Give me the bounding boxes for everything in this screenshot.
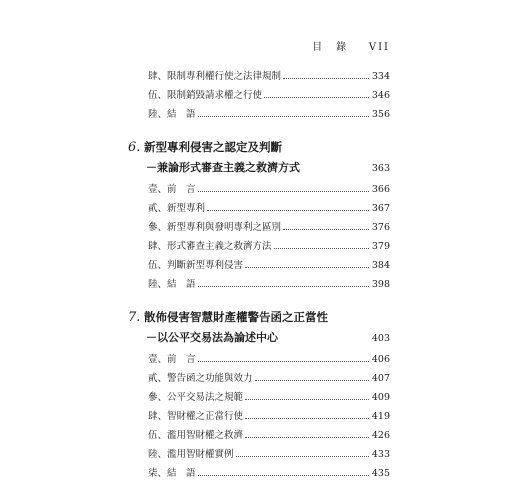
toc-entry[interactable] <box>130 219 390 238</box>
toc-entry-label: 伍、濫用智財權之救濟 <box>148 430 244 441</box>
toc-entry-page: 334 <box>371 71 390 82</box>
dot-leader <box>198 191 369 192</box>
toc-entry-page: 384 <box>371 260 390 271</box>
dot-leader <box>198 361 369 362</box>
toc-entry-page: 433 <box>371 449 390 460</box>
chapter-number: 7. <box>128 310 141 325</box>
toc-entry-label: 壹、前 言 <box>148 354 196 365</box>
toc-entry-page: 376 <box>371 222 390 233</box>
toc-entry[interactable] <box>130 351 390 370</box>
toc-entry[interactable] <box>130 106 390 125</box>
chapter-subtitle: －以公平交易法為論述中心 <box>146 331 278 344</box>
toc-entry-label: 陸、結 語 <box>148 279 196 290</box>
chapter-6 <box>130 139 390 295</box>
toc-entry-label: 伍、限制銷毀請求權之行使 <box>148 90 263 101</box>
chapter-subtitle-row[interactable] <box>130 159 390 181</box>
toc-entry[interactable] <box>130 68 390 87</box>
dot-leader <box>264 97 369 98</box>
toc-entry-page: 346 <box>371 90 390 101</box>
toc-entry-label: 參、新型專利與發明專利之區別 <box>148 222 282 233</box>
running-header-page: VII <box>368 42 390 53</box>
toc-entry-label: 參、公平交易法之規範 <box>148 392 244 403</box>
dot-leader <box>274 248 369 249</box>
dot-leader <box>283 229 369 230</box>
toc-entry[interactable] <box>130 446 390 465</box>
chapter-page: 403 <box>371 333 390 344</box>
running-header <box>312 38 390 53</box>
toc-entry-page: 356 <box>371 109 390 120</box>
running-header-title: 目 錄 <box>312 42 349 53</box>
dot-leader <box>198 475 369 476</box>
toc-entry[interactable] <box>130 200 390 219</box>
dot-leader <box>198 286 369 287</box>
dot-leader <box>255 380 369 381</box>
toc-entry-page: 406 <box>371 354 390 365</box>
toc-entry[interactable] <box>130 276 390 295</box>
toc-entry-label: 肆、智財權之正當行使 <box>148 411 244 422</box>
chapter-heading[interactable] <box>130 139 390 159</box>
toc-entry-label: 貳、警告函之功能與效力 <box>148 373 253 384</box>
toc-entry-page: 407 <box>371 373 390 384</box>
chapter-heading[interactable] <box>130 309 390 329</box>
toc-entry[interactable] <box>130 427 390 446</box>
dot-leader <box>236 456 369 457</box>
toc-entry-label: 柒、結 語 <box>148 468 196 479</box>
toc-entry-label: 肆、限制專利權行使之法律規制 <box>148 71 282 82</box>
chapter-number: 6. <box>128 140 141 155</box>
toc-entry[interactable] <box>130 257 390 276</box>
toc-entry-label: 陸、濫用智財權實例 <box>148 449 234 460</box>
dot-leader <box>283 78 369 79</box>
dot-leader <box>245 267 369 268</box>
dot-leader <box>198 116 369 117</box>
chapter-subtitle: －兼論形式審查主義之救濟方式 <box>146 161 300 174</box>
chapter-7 <box>130 309 390 484</box>
toc-entry[interactable] <box>130 408 390 427</box>
table-of-contents <box>130 68 390 484</box>
toc-entry-page: 409 <box>371 392 390 403</box>
toc-entry[interactable] <box>130 389 390 408</box>
toc-entry-page: 366 <box>371 184 390 195</box>
previous-chapter-entries <box>130 68 390 125</box>
toc-entry-label: 陸、結 語 <box>148 109 196 120</box>
chapter-page: 363 <box>371 163 390 174</box>
toc-entry-label: 貳、新型專利 <box>148 203 206 214</box>
chapter-title: 散佈侵害智慧財產權警告函之正當性 <box>144 310 328 324</box>
toc-entry-label: 伍、判斷新型專利侵害 <box>148 260 244 271</box>
toc-entry[interactable] <box>130 465 390 484</box>
toc-entry-page: 426 <box>371 430 390 441</box>
toc-entry[interactable] <box>130 238 390 257</box>
dot-leader <box>245 437 369 438</box>
toc-entry-page: 435 <box>371 468 390 479</box>
toc-entry-page: 367 <box>371 203 390 214</box>
toc-entry-page: 398 <box>371 279 390 290</box>
toc-entry-label: 肆、形式審查主義之救濟方法 <box>148 241 272 252</box>
toc-entry[interactable] <box>130 87 390 106</box>
toc-entry[interactable] <box>130 181 390 200</box>
chapter-subtitle-row[interactable] <box>130 329 390 351</box>
chapter-title: 新型專利侵害之認定及判斷 <box>144 140 282 154</box>
dot-leader <box>207 210 369 211</box>
dot-leader <box>245 399 369 400</box>
dot-leader <box>245 418 369 419</box>
toc-entry-label: 壹、前 言 <box>148 184 196 195</box>
toc-entry-page: 419 <box>371 411 390 422</box>
toc-entry-page: 379 <box>371 241 390 252</box>
toc-entry[interactable] <box>130 370 390 389</box>
